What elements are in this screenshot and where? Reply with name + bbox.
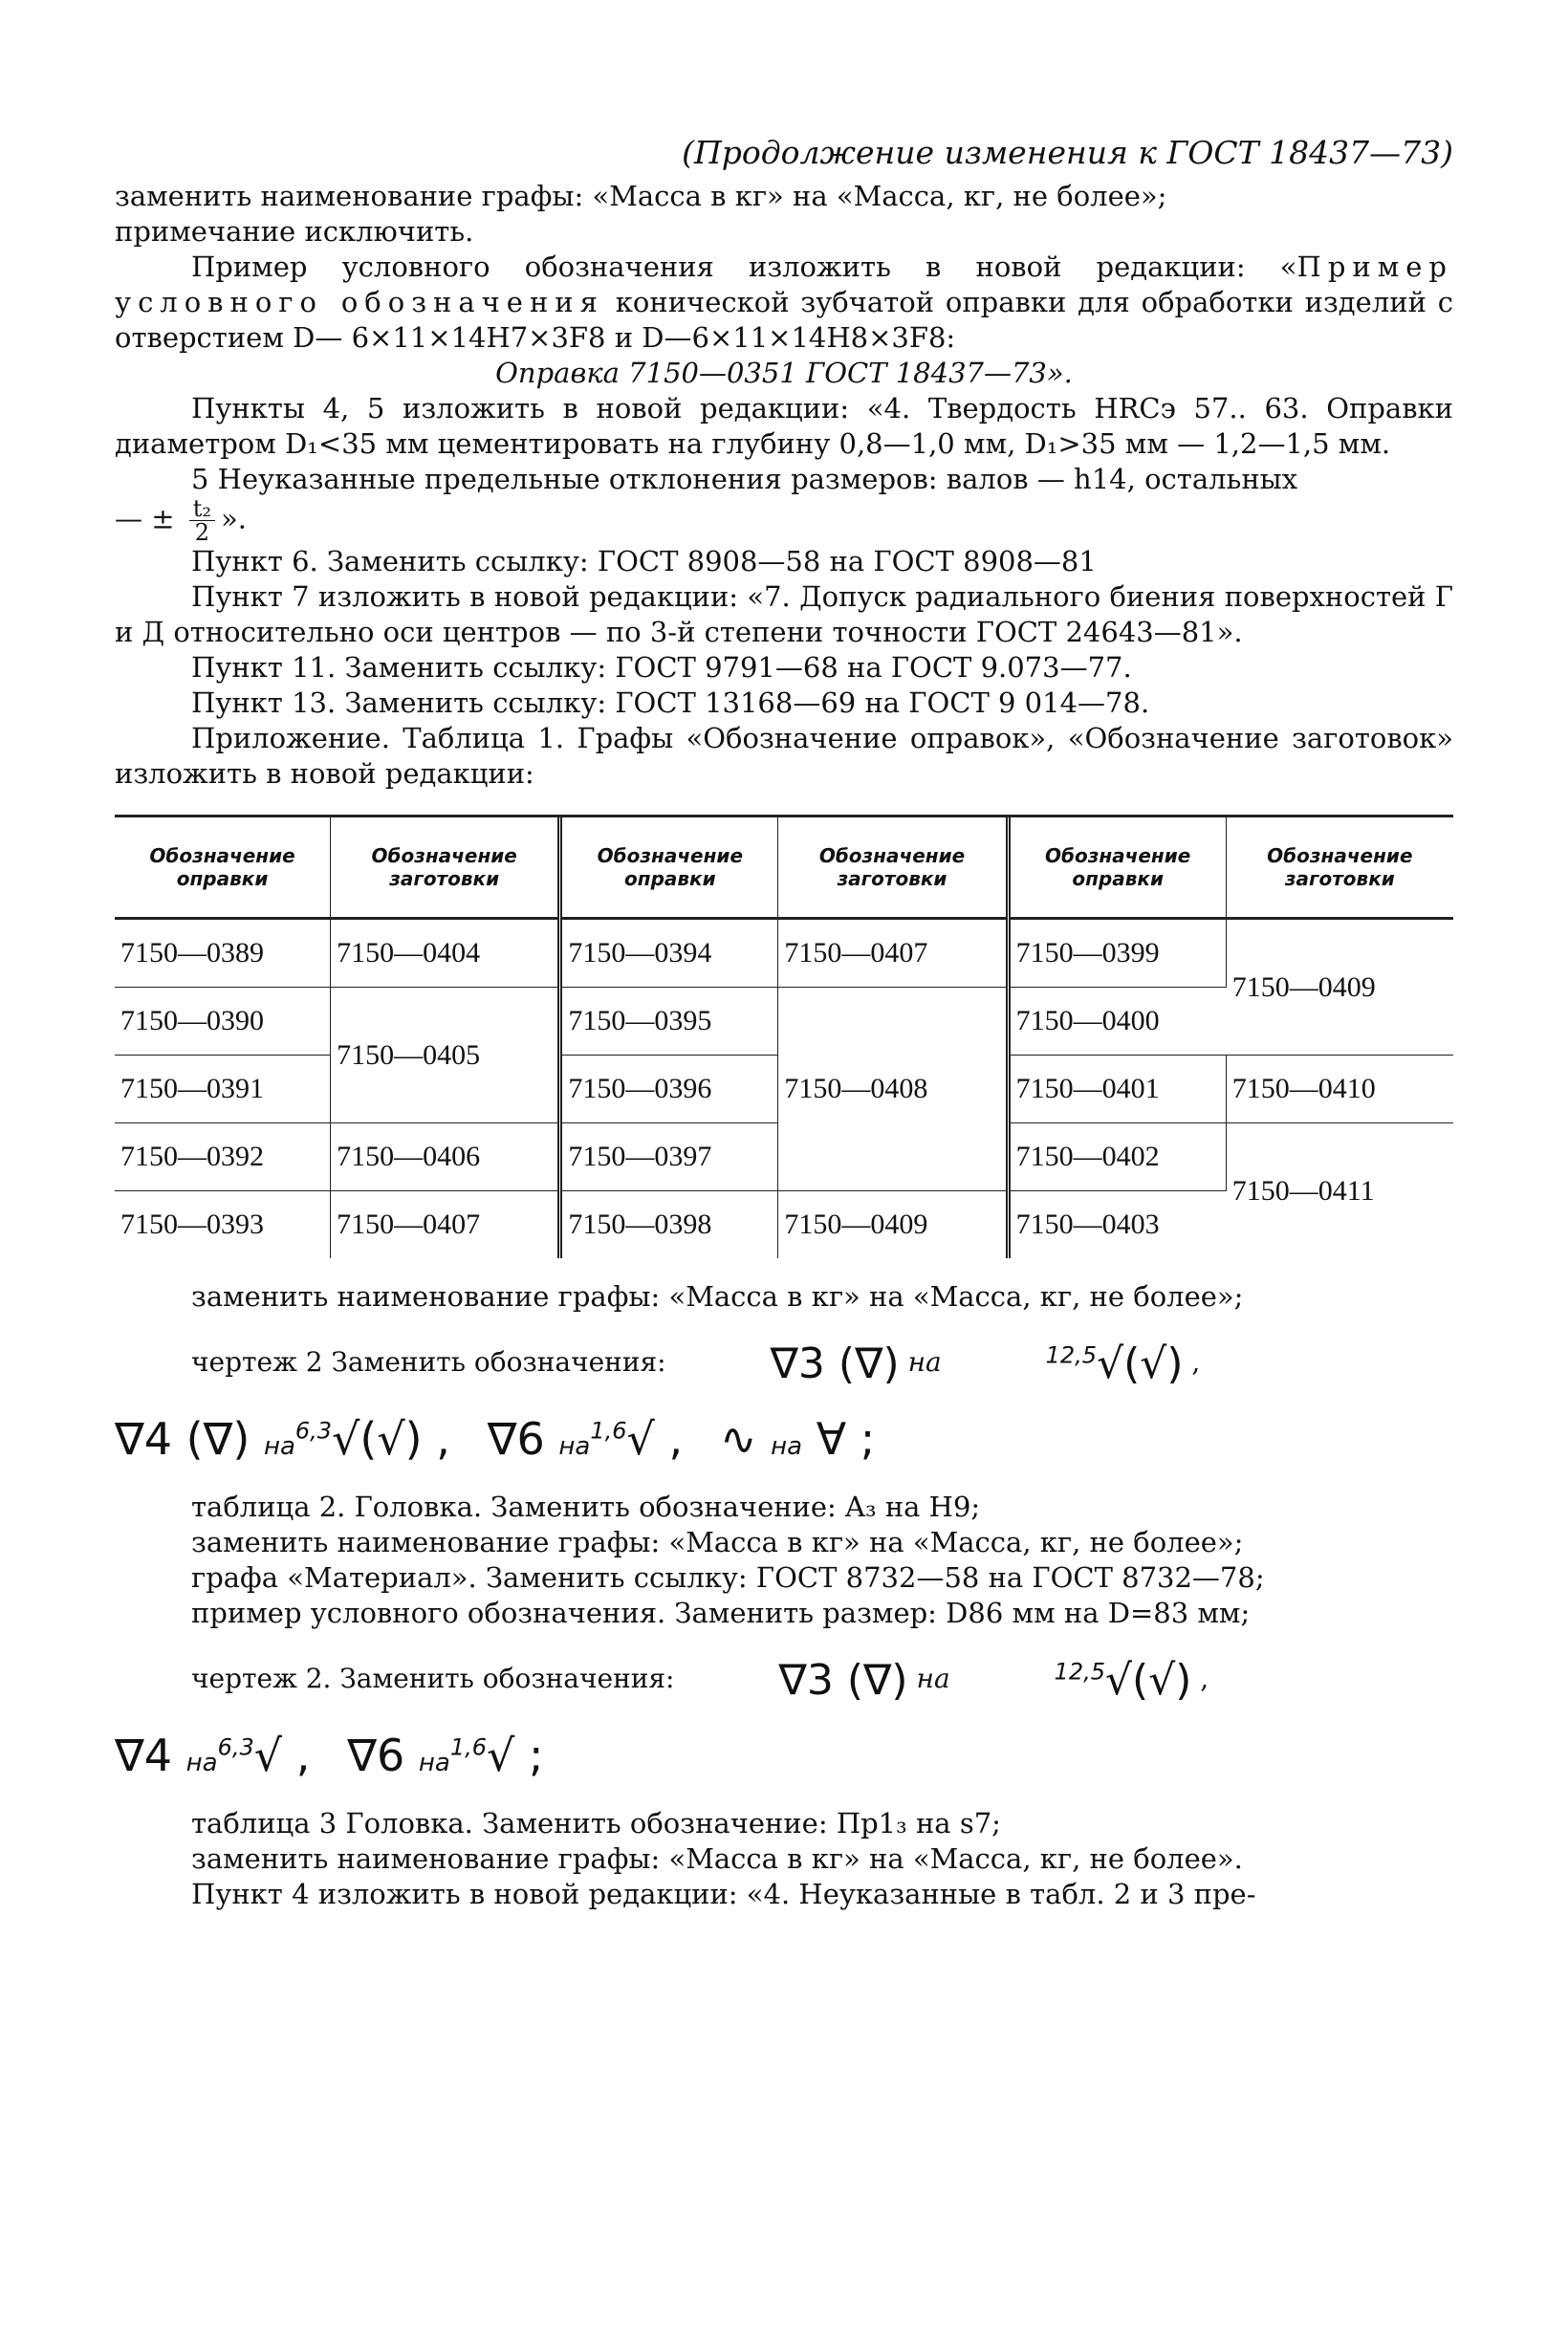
roughness-check-symbol: √(√) [1104,1656,1192,1705]
replace-word: на [916,1663,950,1694]
example-start: Пример условного обозначения изложить в новой редакции: « [191,250,1297,283]
roughness-value: 12,5 [1045,1341,1098,1369]
point-13-paragraph: Пункт 13. Заменить ссылку: ГОСТ 13168—69 на ГОСТ 9 014—78. [191,686,1150,719]
drawing-instruction: чертеж 2 Заменить обозначения: [191,1346,666,1378]
table-cell: 7150—0399 [1008,919,1226,988]
table-cell: 7150—0410 [1226,1056,1453,1123]
tolerance-fraction [189,497,215,544]
table3-line-2: заменить наименование графы: «Масса в кг» на «Масса, кг, не более». [191,1842,1243,1875]
table-cell: 7150—0409 [1226,919,1453,1056]
table-cell: 7150—0408 [778,988,1008,1191]
replace-word: на [558,1432,591,1461]
wave-symbol: ∿ [719,1413,757,1465]
header-cell: Обозначение заготовки [778,817,1008,919]
replace-word: на [907,1346,942,1378]
header-cell: Обозначение оправки [560,817,778,919]
roughness-old-symbol: ∇6 [487,1413,545,1465]
roughness-symbol-icon: ∇6 на$^{1,6}$√ , [487,1413,684,1465]
table2-line-1: таблица 2. Головка. Заменить обозначение: A₃ на H9; [191,1491,981,1523]
roughness-old-symbol: ∇6 [347,1730,405,1781]
table-cell: 7150—0394 [560,919,778,988]
point-5-paragraph: 5 Неуказанные предельные отклонения размеров: валов — h14, остальных [191,463,1298,495]
table-cell: 7150—0409 [778,1191,1008,1259]
table-header-row [115,817,1453,919]
table-cell: 7150—0398 [560,1191,778,1259]
tolerance-sign: — ± [115,502,175,535]
table-cell: 7150—0401 [1008,1056,1226,1123]
intro-line-1: заменить наименование графы: «Масса в кг» на «Масса, кг, не более»; [115,180,1167,212]
appendix-paragraph: Приложение. Таблица 1. Графы «Обозначение оправок», «Обозначение заготовок» изложить в новой редакции: [115,722,1453,790]
table-cell: 7150—0396 [560,1056,778,1123]
point-6-paragraph: Пункт 6. Заменить ссылку: ГОСТ 8908—58 на ГОСТ 8908—81 [191,545,1097,577]
points-4-5-paragraph: Пункты 4, 5 изложить в новой редакции: «4. Твердость HRCэ 57.. 63. Оправки диаметром D₁<35 мм цементировать на глубину 0,8—1,0 мм, D₁>35 мм — 1,2—1,5 мм. [115,392,1453,460]
tolerance-end: ». [221,502,247,535]
designation-table [115,817,1453,1258]
fraction-denominator: 2 [194,519,210,546]
replace-word: на [263,1432,295,1461]
roughness-symbol-icon: ∇3 (∇) [778,1656,908,1705]
roughness-check-icon [969,1339,1184,1388]
intro-line-2: примечание исключить. [115,215,474,248]
fraction-numerator: t₂ [189,497,215,521]
roughness-old-symbol: ∇4 (∇) [115,1413,250,1465]
example-paragraph [115,250,1453,356]
roughness-symbol-icon: ∇4 (∇) на$^{6,3}$√(√) , [115,1413,450,1465]
table-cell: 7150—0407 [778,919,1008,988]
table-cell: 7150—0393 [115,1191,331,1259]
table-cell: 7150—0405 [331,988,560,1123]
table3-line-1: таблица 3 Головка. Заменить обозначение: Пр1₃ на s7; [191,1807,1001,1840]
check-symbol: ∀ [816,1413,847,1465]
roughness-check-symbol: √(√) [1097,1339,1184,1388]
drawing-instruction: чертеж 2. Заменить обозначения: [191,1663,675,1694]
point-7-paragraph: Пункт 7 изложить в новой редакции: «7. Допуск радиального биения поверхностей Г и Д относительно оси центров — по 3-й степени точности ГОСТ 24643—81». [115,580,1453,648]
table-cell: 7150—0404 [331,919,560,988]
header-cell: Обозначение заготовки [331,817,560,919]
table2-line-4: пример условного обозначения. Заменить размер: D86 мм на D=83 мм; [191,1597,1251,1629]
tolerance-line [115,497,1453,544]
document-page [115,134,1453,1912]
header-cell: Обозначение оправки [1008,817,1226,919]
roughness-value: 6,3 [294,1417,333,1445]
table-cell: 7150—0395 [560,988,778,1056]
table-row [115,919,1453,988]
example-rest: конической зубчатой оправки для обработки изделий с отверстием D— 6×11×14H7×3F8 и D—6×11×14H8×3F8: [115,286,1454,354]
roughness-value: 1,6 [590,1417,627,1445]
replace-word: на [771,1432,803,1461]
roughness-check-icon [978,1656,1192,1705]
point-11-paragraph: Пункт 11. Заменить ссылку: ГОСТ 9791—68 на ГОСТ 9.073—77. [191,651,1132,684]
table-cell: 7150—0411 [1231,1174,1375,1207]
wave-symbol-icon: ∿ на ∀ ; [719,1413,876,1465]
table2-line-2: заменить наименование графы: «Масса в кг» на «Масса, кг, не более»; [191,1526,1244,1558]
example-spaced-text: Пример условного обозначения [115,250,1453,318]
table-cell: 7150—0389 [115,919,331,988]
table2-line-3: графа «Материал». Заменить ссылку: ГОСТ 8732—58 на ГОСТ 8732—78; [191,1561,1265,1594]
roughness-new-symbol: √(√) [332,1413,423,1465]
example-designation: Оправка 7150—0351 ГОСТ 18437—73». [495,357,1073,389]
drawing-symbols-row-2 [115,1413,1453,1465]
header-cell: Обозначение заготовки [1226,817,1453,919]
roughness-symbol-icon: ∇6 на$^{1,6}$√ ; [347,1730,544,1781]
table-cell: 7150—0400 [1008,988,1226,1056]
roughness-symbol-icon: ∇4 на$^{6,3}$√ , [115,1730,311,1781]
replace-word: на [418,1749,450,1777]
header-cell: Обозначение оправки [115,817,331,919]
table-cell: 7150—0406 [331,1123,560,1191]
roughness-value: 12,5 [1054,1658,1105,1686]
table-cell: 7150—0392 [115,1123,331,1191]
table-cell: 7150—0402 [1008,1123,1226,1191]
replace-word: на [185,1749,218,1777]
roughness-symbol-icon: ∇3 (∇) [770,1339,900,1388]
table-cell: 7150—0391 [115,1056,331,1123]
table-cell: 7150—0407 [331,1191,560,1259]
roughness-value: 1,6 [449,1733,488,1761]
table-cell: 7150—0403 [1015,1209,1160,1240]
roughness-value: 6,3 [217,1733,254,1761]
drawing-symbols-row-3: чертеж 2. Заменить обозначения: ∇3 (∇) на $^{12,5}$√(√) , [191,1656,1209,1705]
table-cell: 7150—0390 [115,988,331,1056]
table3-line-3: Пункт 4 изложить в новой редакции: «4. Неуказанные в табл. 2 и 3 пре- [191,1878,1256,1910]
after-table-line: заменить наименование графы: «Масса в кг» на «Масса, кг, не более»; [191,1280,1244,1313]
table-cell: 7150—0397 [560,1123,778,1191]
page-header: (Продолжение изменения к ГОСТ 18437—73) [682,134,1453,171]
drawing-symbols-row-4 [115,1730,1453,1781]
drawing-symbols-row-1: чертеж 2 Заменить обозначения: ∇3 (∇) на $^{12,5}$√(√) , [191,1339,1201,1388]
